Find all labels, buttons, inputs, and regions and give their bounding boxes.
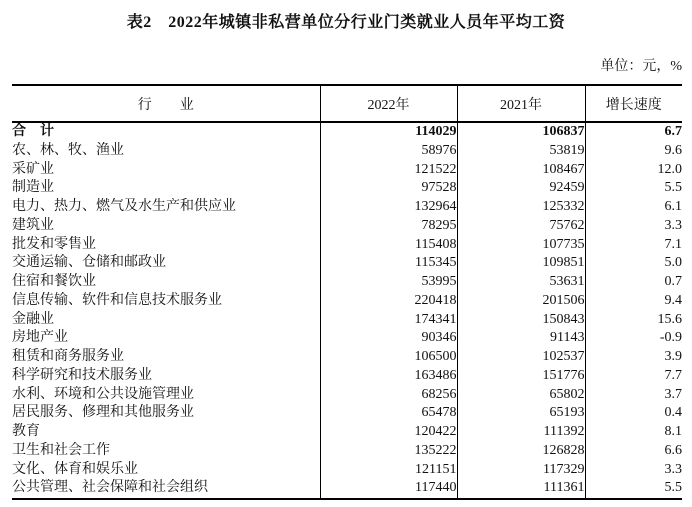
table-row (12, 442, 682, 461)
industry-name-cell: 金融业 (12, 311, 320, 330)
table-row (12, 217, 682, 236)
table-row (12, 122, 682, 142)
table-title: 表2 2022年城镇非私营单位分行业门类就业人员年平均工资 (126, 14, 566, 31)
table-row (12, 329, 682, 348)
growth-rate-cell: 3.9 (664, 349, 682, 364)
table-body (12, 122, 682, 499)
table-row (12, 386, 682, 405)
value-2022-cell: 115345 (320, 254, 457, 273)
unit-label: 单位：元，% (600, 59, 682, 74)
growth-rate-cell: 9.4 (664, 292, 682, 308)
value-2022-cell: 90346 (320, 329, 457, 348)
table-row (12, 461, 682, 480)
table-row (12, 479, 682, 499)
value-2021-cell: 65802 (457, 386, 585, 405)
growth-rate-cell: 12.0 (657, 161, 682, 177)
industry-name-cell: 文化、体育和娱乐业 (12, 461, 320, 480)
value-2022-cell: 78295 (320, 217, 457, 236)
table-row (12, 198, 682, 217)
column-header-2022: 2022年 (320, 85, 457, 122)
value-2021-cell: 65193 (457, 404, 585, 423)
value-2021-cell: 109851 (457, 254, 585, 273)
growth-rate-cell: 6.6 (664, 442, 682, 458)
value-2021-cell: 151776 (457, 367, 585, 386)
value-2022-cell: 121522 (320, 161, 457, 180)
value-2022-cell: 121151 (320, 461, 457, 480)
growth-rate-cell: 8.1 (664, 424, 682, 439)
growth-rate-cell: 15.6 (657, 311, 682, 327)
table-row (12, 292, 682, 311)
table-row (12, 161, 682, 180)
industry-name-cell: 居民服务、修理和其他服务业 (12, 404, 320, 423)
value-2021-cell: 92459 (457, 179, 585, 198)
industry-name-cell: 批发和零售业 (12, 236, 320, 255)
table-row (12, 348, 682, 367)
table-header-row (12, 85, 682, 122)
table-header (12, 85, 682, 122)
growth-rate-cell: 5.5 (585, 479, 682, 499)
growth-rate-cell: 9.6 (664, 142, 682, 158)
growth-rate-cell: -0.9 (659, 330, 682, 346)
industry-name-cell: 租赁和商务服务业 (12, 348, 320, 367)
industry-name-cell: 卫生和社会工作 (12, 442, 320, 461)
table-row (12, 236, 682, 255)
value-2022-cell: 120422 (320, 423, 457, 442)
value-2021-cell: 106837 (457, 122, 585, 142)
value-2021-cell: 53631 (457, 273, 585, 292)
growth-rate-cell: 7.1 (664, 236, 682, 252)
value-2022-cell: 68256 (320, 386, 457, 405)
industry-name-cell: 合 计 (12, 122, 320, 142)
value-2021-cell: 102537 (457, 348, 585, 367)
value-2021-cell: 125332 (457, 198, 585, 217)
growth-rate-cell: 3.3 (664, 461, 682, 477)
growth-rate-cell: 3.3 (664, 217, 682, 233)
industry-name-cell: 教育 (12, 423, 320, 442)
industry-name-cell: 科学研究和技术服务业 (12, 367, 320, 386)
value-2021-cell: 91143 (457, 329, 585, 348)
value-2022-cell: 97528 (320, 179, 457, 198)
industry-name-cell: 房地产业 (12, 329, 320, 348)
value-2021-cell: 75762 (457, 217, 585, 236)
industry-name-cell: 住宿和餐饮业 (12, 273, 320, 292)
industry-name-cell: 交通运输、仓储和邮政业 (12, 254, 320, 273)
value-2021-cell: 107735 (457, 236, 585, 255)
growth-rate-cell: 3.7 (664, 386, 682, 402)
value-2022-cell: 174341 (320, 311, 457, 330)
value-2022-cell: 117440 (320, 479, 457, 499)
column-header-2021: 2021年 (457, 85, 585, 122)
table-row (12, 273, 682, 292)
value-2022-cell: 132964 (320, 198, 457, 217)
value-2022-cell: 106500 (320, 348, 457, 367)
growth-rate-cell: 6.7 (664, 124, 682, 139)
column-header-growth: 增长速度 (585, 85, 682, 122)
industry-name-cell: 采矿业 (12, 161, 320, 180)
value-2021-cell: 108467 (457, 161, 585, 180)
table-row (12, 179, 682, 198)
table-row (12, 367, 682, 386)
value-2022-cell: 65478 (320, 404, 457, 423)
value-2022-cell: 58976 (320, 142, 457, 161)
value-2021-cell: 117329 (457, 461, 585, 480)
industry-name-cell: 建筑业 (12, 217, 320, 236)
industry-name-cell: 信息传输、软件和信息技术服务业 (12, 292, 320, 311)
value-2021-cell: 111361 (457, 479, 585, 499)
table-row (12, 254, 682, 273)
industry-name-cell: 水利、环境和公共设施管理业 (12, 386, 320, 405)
value-2022-cell: 135222 (320, 442, 457, 461)
value-2022-cell: 53995 (320, 273, 457, 292)
value-2021-cell: 201506 (457, 292, 585, 311)
industry-name-cell: 电力、热力、燃气及水生产和供应业 (12, 198, 320, 217)
table-row (12, 404, 682, 423)
value-2022-cell: 163486 (320, 367, 457, 386)
table-row (12, 311, 682, 330)
column-header-industry: 行 业 (12, 85, 320, 122)
wage-table (12, 84, 682, 500)
value-2022-cell: 114029 (320, 122, 457, 142)
growth-rate-cell: 7.7 (664, 367, 682, 383)
industry-name-cell: 公共管理、社会保障和社会组织 (12, 479, 320, 499)
industry-name-cell: 制造业 (12, 179, 320, 198)
growth-rate-cell: 0.7 (664, 274, 682, 289)
value-2021-cell: 126828 (457, 442, 585, 461)
value-2021-cell: 150843 (457, 311, 585, 330)
industry-name-cell: 农、林、牧、渔业 (12, 142, 320, 161)
value-2021-cell: 53819 (457, 142, 585, 161)
value-2022-cell: 220418 (320, 292, 457, 311)
growth-rate-cell: 0.4 (664, 405, 682, 421)
table-row (12, 423, 682, 442)
value-2022-cell: 115408 (320, 236, 457, 255)
value-2021-cell: 111392 (457, 423, 585, 442)
growth-rate-cell: 6.1 (664, 199, 682, 214)
growth-rate-cell: 5.5 (664, 180, 682, 196)
table-row (12, 142, 682, 161)
growth-rate-cell: 5.0 (664, 255, 682, 271)
